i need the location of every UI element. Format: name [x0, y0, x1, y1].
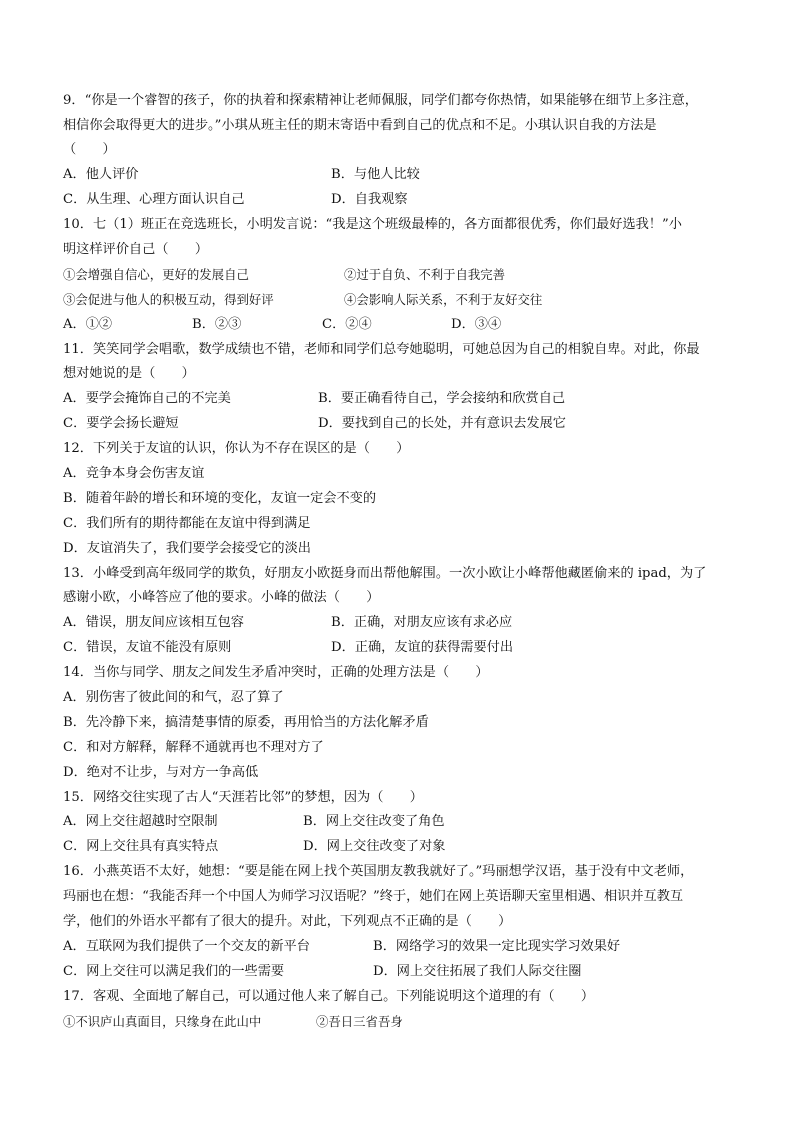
question-12-option-a: A．竞争本身会伤害友谊 [63, 466, 205, 481]
question-12-option-c: C．我们所有的期待都能在友谊中得到满足 [63, 516, 311, 531]
question-11-option-a: A．要学会掩饰自己的不完美 [63, 391, 231, 406]
question-13-option-d: D．正确，友谊的获得需要付出 [331, 640, 514, 655]
question-16-stem-line-2: 玛丽也在想：“我能否拜一个中国人为师学习汉语呢？”终于，她们在网上英语聊天室里相遇、相识并互教互 [63, 889, 684, 904]
question-11-option-b: B．要正确看待自己，学会接纳和欣赏自己 [318, 391, 566, 406]
question-15-option-d: D．网上交往改变了对象 [303, 839, 446, 854]
question-9-option-c: C．从生理、心理方面认识自己 [63, 192, 245, 207]
question-10-stem-line-1: 10．七（1）班正在竞选班长，小明发言说：“我是这个班级最棒的，各方面都很优秀，你们最好选我！”小 [63, 217, 682, 232]
question-12-option-d: D．友谊消失了，我们要学会接受它的淡出 [63, 541, 311, 556]
question-9-option-b: B．与他人比较 [331, 167, 420, 182]
question-14-option-a: A．别伤害了彼此间的和气，忍了算了 [63, 690, 284, 705]
question-15-option-b: B．网上交往改变了角色 [303, 814, 445, 829]
question-13-option-a: A．错误，朋友间应该相互包容 [63, 615, 244, 630]
question-9-stem-line-3: （ ） [63, 142, 116, 157]
question-11-option-c: C．要学会扬长避短 [63, 416, 179, 431]
question-16-stem-line-1: 16．小燕英语不太好，她想：“要是能在网上找个英国朋友教我就好了。”玛丽想学汉语，基于没有中文老师， [63, 864, 694, 879]
question-17-stem-line-1: 17．客观、全面地了解自己，可以通过他人来了解自己。下列能说明这个道理的有（ ） [63, 989, 595, 1004]
question-10-option-b: B．②③ [192, 317, 242, 332]
question-12-stem-line-1: 12．下列关于友谊的认识，你认为不存在误区的是（ ） [63, 441, 410, 456]
question-15-stem-line-1: 15．网络交往实现了古人“天涯若比邻”的梦想，因为（ ） [63, 790, 423, 805]
question-10-option-d: D．③④ [451, 317, 502, 332]
question-13-stem-line-1: 13．小峰受到高年级同学的欺负，好朋友小欧挺身而出帮他解围。一次小欧让小峰帮他藏匿偷来的 ipad，为了 [63, 566, 707, 581]
question-9-option-a: A．他人评价 [63, 167, 139, 182]
question-14-option-d: D．绝对不让步，与对方一争高低 [63, 765, 259, 780]
question-13-stem-line-2: 感谢小欧，小峰答应了他的要求。小峰的做法（ ） [63, 590, 380, 605]
question-15-option-a: A．网上交往超越时空限制 [63, 814, 218, 829]
question-9-stem-line-1: 9．“你是一个睿智的孩子，你的执着和探索精神让老师佩服，同学们都夸你热情，如果能够在细节上多注意， [63, 93, 698, 108]
question-9-option-d: D．自我观察 [331, 192, 408, 207]
question-15-option-c: C．网上交往具有真实特点 [63, 839, 219, 854]
question-12-option-b: B．随着年龄的增长和环境的变化，友谊一定会不变的 [63, 491, 377, 506]
question-14-option-c: C．和对方解释，解释不通就再也不理对方了 [63, 740, 324, 755]
question-10-statement-4: ④会影响人际关系，不利于友好交往 [344, 292, 543, 307]
question-9-stem-line-2: 相信你会取得更大的进步。”小琪从班主任的期末寄语中看到自己的优点和不足。小琪认识自我的方法是 [63, 118, 657, 133]
question-10-stem-line-2: 明这样评价自己（ ） [63, 242, 209, 257]
question-10-statement-3: ③会促进与他人的积极互动，得到好评 [63, 292, 274, 307]
question-16-option-d: D．网上交往拓展了我们人际交往圈 [373, 964, 582, 979]
question-16-option-b: B．网络学习的效果一定比现实学习效果好 [373, 939, 621, 954]
question-16-option-a: A．互联网为我们提供了一个交友的新平台 [63, 939, 310, 954]
question-10-statement-2: ②过于自负、不利于自我完善 [344, 267, 506, 282]
question-11-stem-line-2: 想对她说的是（ ） [63, 366, 195, 381]
question-11-option-d: D．要找到自己的长处，并有意识去发展它 [318, 416, 566, 431]
question-16-stem-line-3: 学，他们的外语水平都有了很大的提升。对此，下列观点不正确的是（ ） [63, 914, 512, 929]
question-10-option-c: C．②④ [322, 317, 372, 332]
question-17-statement-1: ①不识庐山真面目，只缘身在此山中 [63, 1014, 262, 1029]
question-16-option-c: C．网上交往可以满足我们的一些需要 [63, 964, 285, 979]
question-10-option-a: A．①② [63, 317, 113, 332]
question-14-option-b: B．先冷静下来，搞清楚事情的原委，再用恰当的方法化解矛盾 [63, 715, 429, 730]
question-11-stem-line-1: 11．笑笑同学会唱歌，数学成绩也不错，老师和同学们总夸她聪明，可她总因为自己的相貌自卑。对此，你最 [63, 342, 700, 357]
question-17-statement-2: ②吾日三省吾身 [316, 1014, 403, 1029]
question-10-statement-1: ①会增强自信心，更好的发展自己 [63, 267, 249, 282]
question-14-stem-line-1: 14．当你与同学、朋友之间发生矛盾冲突时，正确的处理方法是（ ） [63, 665, 489, 680]
question-13-option-c: C．错误，友谊不能没有原则 [63, 640, 232, 655]
question-13-option-b: B．正确，对朋友应该有求必应 [331, 615, 513, 630]
